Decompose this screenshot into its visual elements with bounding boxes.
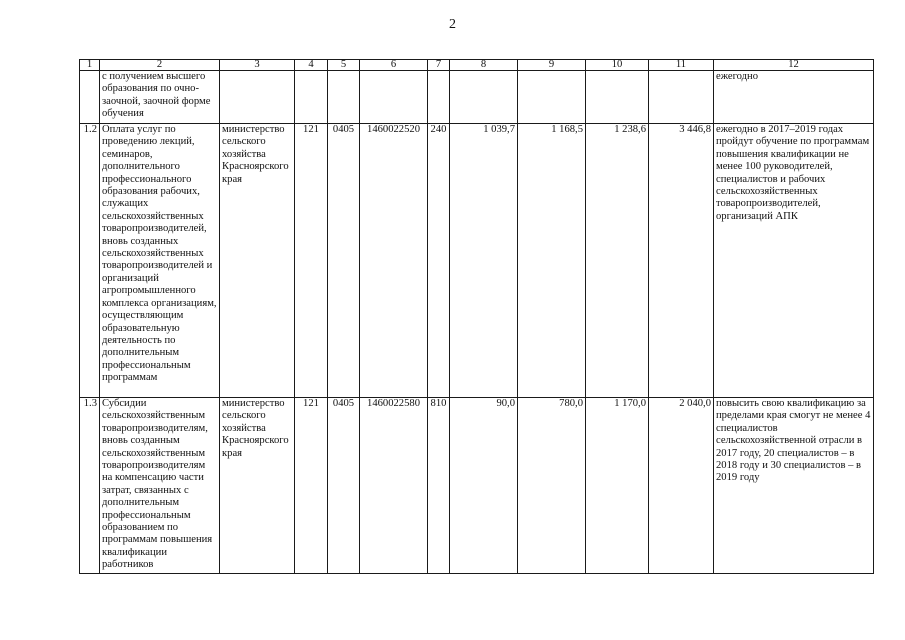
code-rzpr <box>328 71 360 124</box>
header-cell: 5 <box>328 60 360 71</box>
header-cell: 1 <box>80 60 100 71</box>
code-grbs: 121 <box>295 124 328 398</box>
header-cell: 7 <box>428 60 450 71</box>
header-cell: 10 <box>586 60 649 71</box>
amount-2018 <box>518 71 586 124</box>
expected-result: ежегодно в 2017–2019 годах пройдут обучение по программам повышения квалификации не менее 100 руководителей, специалистов и рабочих сельскохозяйственных товаропроизводителей, организаций АПК <box>714 124 874 398</box>
amount-2017: 90,0 <box>450 398 518 574</box>
page-number: 2 <box>449 17 456 32</box>
amount-2019: 1 238,6 <box>586 124 649 398</box>
code-grbs <box>295 71 328 124</box>
executor: министерство сельского хозяйства Красноярского края <box>220 398 295 574</box>
code-rzpr: 0405 <box>328 398 360 574</box>
expected-result: повысить свою квалификацию за пределами края смогут не менее 4 специалистов сельскохозяйственной отрасли в 2017 году, 20 специалистов – в 2018 году и 30 специалистов – в 2019 году <box>714 398 874 574</box>
header-cell: 8 <box>450 60 518 71</box>
code-grbs: 121 <box>295 398 328 574</box>
executor: министерство сельского хозяйства Красноярского края <box>220 124 295 398</box>
measure-name: с получением высшего образования по очно-заочной, заочной форме обучения <box>100 71 220 124</box>
executor <box>220 71 295 124</box>
amount-total: 3 446,8 <box>649 124 714 398</box>
code-rzpr: 0405 <box>328 124 360 398</box>
code-vr <box>428 71 450 124</box>
header-cell: 2 <box>100 60 220 71</box>
amount-2017 <box>450 71 518 124</box>
header-cell: 3 <box>220 60 295 71</box>
header-cell: 4 <box>295 60 328 71</box>
table-row <box>80 124 874 398</box>
expected-result: ежегодно <box>714 71 874 124</box>
table-row <box>80 398 874 574</box>
row-number: 1.2 <box>80 124 100 398</box>
measure-name: Оплата услуг по проведению лекций, семинаров, дополнительного профессионального образования рабочих, служащих сельскохозяйственных товаропроизводителей, вновь созданных сельскохозяйственных товаропроизводителей и организаций агропромышленного комплекса организациям, осуществляющим образовательную деятельность по дополнительным профессиональным программам <box>100 124 220 398</box>
header-cell: 11 <box>649 60 714 71</box>
amount-2018: 780,0 <box>518 398 586 574</box>
amount-total: 2 040,0 <box>649 398 714 574</box>
header-row <box>80 60 874 71</box>
code-csr <box>360 71 428 124</box>
amount-2018: 1 168,5 <box>518 124 586 398</box>
code-csr: 1460022580 <box>360 398 428 574</box>
header-cell: 9 <box>518 60 586 71</box>
row-number: 1.3 <box>80 398 100 574</box>
row-number <box>80 71 100 124</box>
header-cell: 12 <box>714 60 874 71</box>
amount-2019: 1 170,0 <box>586 398 649 574</box>
measure-name: Субсидии сельскохозяйственным товаропроизводителям, вновь созданным сельскохозяйственным товаропроизводителям на компенсацию части затрат, связанных с дополнительным профессиональным образованием по программам повышения квалификации работников <box>100 398 220 574</box>
code-csr: 1460022520 <box>360 124 428 398</box>
code-vr: 240 <box>428 124 450 398</box>
code-vr: 810 <box>428 398 450 574</box>
amount-total <box>649 71 714 124</box>
header-cell: 6 <box>360 60 428 71</box>
budget-table <box>79 59 874 574</box>
table-row <box>80 71 874 124</box>
amount-2019 <box>586 71 649 124</box>
amount-2017: 1 039,7 <box>450 124 518 398</box>
